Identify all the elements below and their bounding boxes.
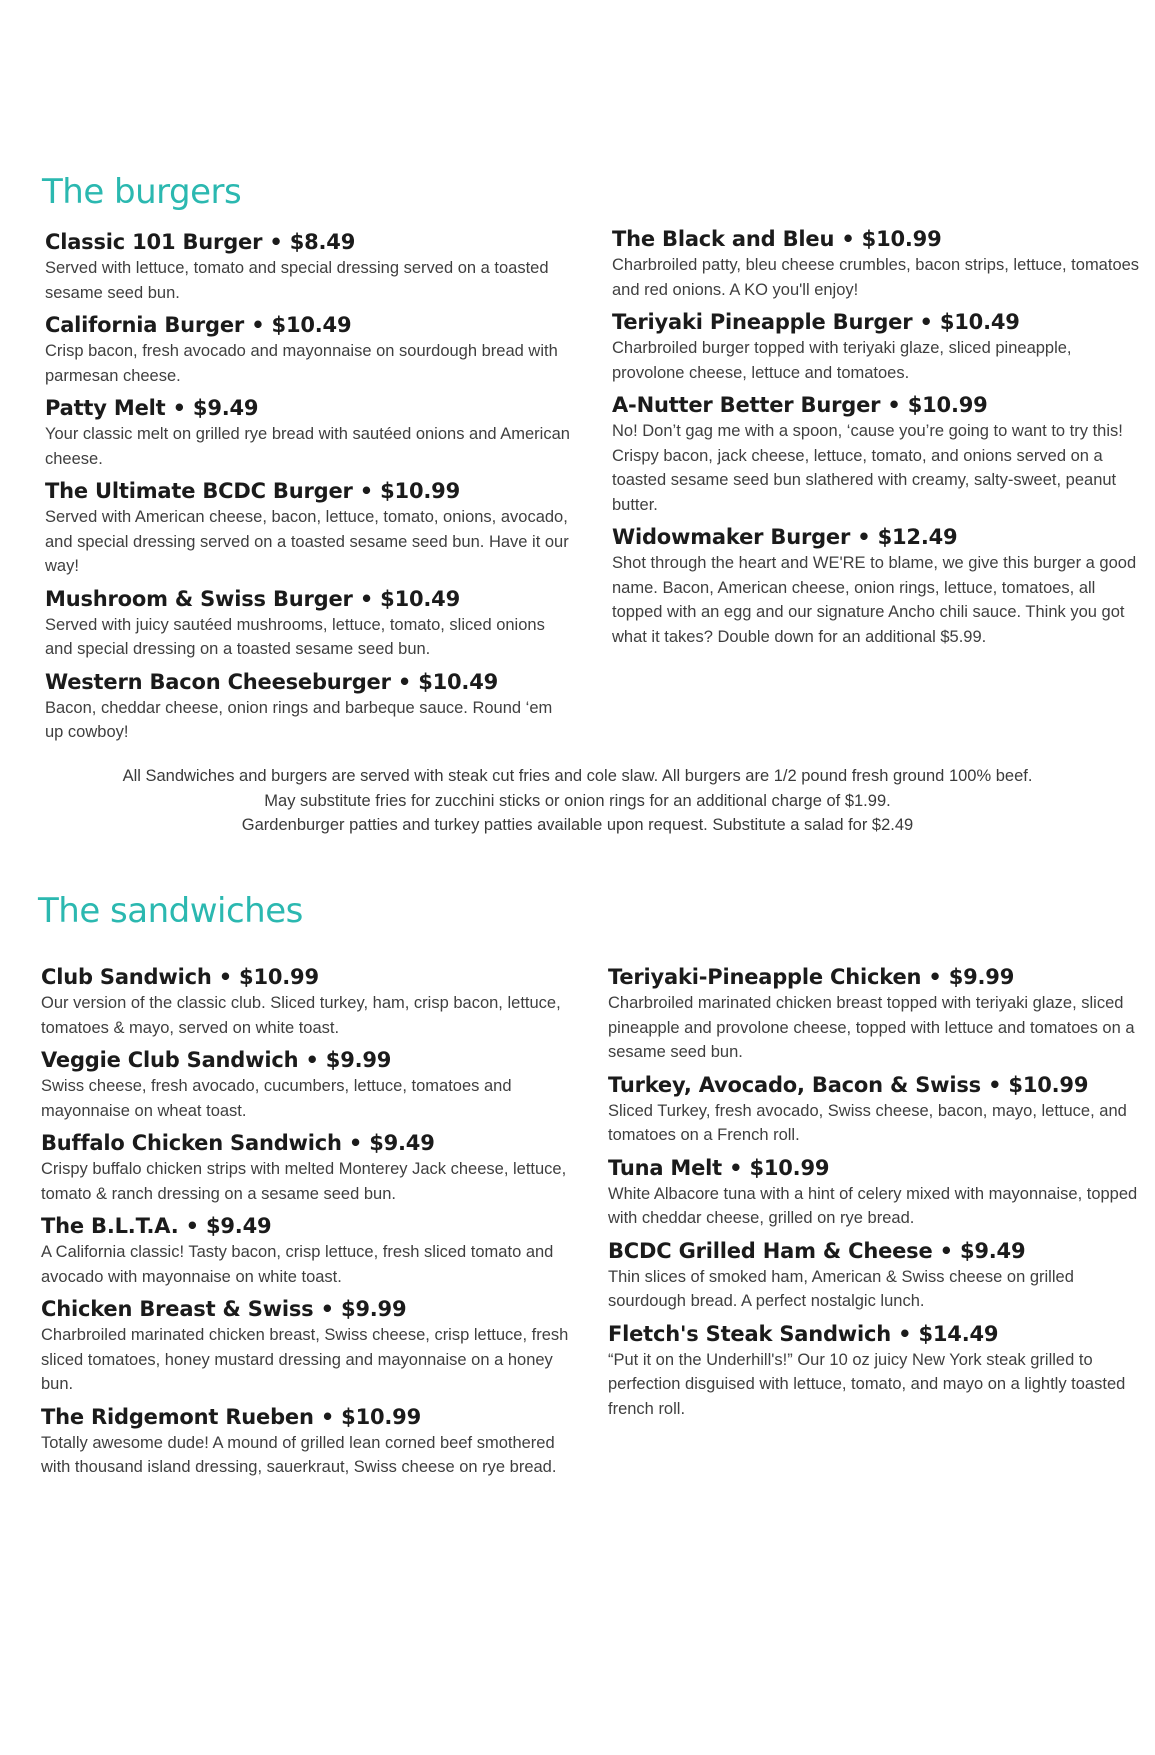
sides-note-line: Gardenburger patties and turkey patties available upon request. Substitute a salad for $2.49 [241, 816, 914, 834]
menu-item-name: The Black and Bleu [612, 227, 835, 251]
menu-item [608, 1154, 1143, 1231]
sides-note-line: All Sandwiches and burgers are served with steak cut fries and cole slaw. All burgers are 1/2 pound fresh ground 100% beef. [122, 767, 1033, 785]
menu-item-price: $9.49 [192, 396, 259, 420]
menu-item [45, 311, 575, 388]
menu-item-heading: Club Sandwich • $10.99 [41, 965, 319, 989]
menu-item [608, 963, 1143, 1065]
menu-item-price: $10.49 [271, 313, 352, 337]
menu-item-description: Crispy buffalo chicken strips with melted Monterey Jack cheese, lettuce, tomato & ranch dressing on a sesame seed bun. [41, 1160, 567, 1203]
menu-item-price: $10.99 [341, 1404, 421, 1429]
burgers-left-column [45, 228, 575, 751]
menu-item-description: Our version of the classic club. Sliced turkey, ham, crisp bacon, lettuce, tomatoes & mayo, served on white toast. [41, 994, 561, 1037]
menu-item [45, 394, 575, 471]
menu-item-heading: The Ultimate BCDC Burger • $10.99 [45, 479, 460, 503]
menu-item-name: Western Bacon Cheeseburger [45, 669, 391, 694]
menu-item-price: $8.49 [289, 230, 356, 254]
menu-item-heading: BCDC Grilled Ham & Cheese • $9.49 [608, 1238, 1026, 1263]
menu-item-price: $10.99 [861, 227, 942, 251]
menu-item-heading: Turkey, Avocado, Bacon & Swiss • $10.99 [608, 1072, 1089, 1097]
menu-item [41, 1046, 586, 1123]
menu-item [41, 963, 586, 1040]
menu-item-name: Chicken Breast & Swiss [41, 1297, 314, 1321]
menu-item-description: “Put it on the Underhill's!” Our 10 oz juicy New York steak grilled to perfection disguised with lettuce, tomato, and mayo on a lightly toasted french roll. [608, 1350, 1126, 1418]
menu-item [608, 1237, 1143, 1314]
sandwiches-right-column [608, 963, 1143, 1427]
burgers-title: The burgers [42, 172, 242, 212]
menu-item-heading: California Burger • $10.49 [45, 313, 352, 337]
menu-item-description: Charbroiled burger topped with teriyaki glaze, sliced pineapple, provolone cheese, lettuce and tomatoes. [612, 339, 1072, 382]
menu-item-heading: Chicken Breast & Swiss • $9.99 [41, 1297, 407, 1321]
menu-item-heading: Mushroom & Swiss Burger • $10.49 [45, 586, 461, 611]
menu-item-price: $9.49 [959, 1238, 1026, 1263]
menu-item-name: Patty Melt [45, 396, 166, 420]
menu-item-heading: The Ridgemont Rueben • $10.99 [41, 1404, 421, 1429]
menu-item-heading: Widowmaker Burger • $12.49 [612, 525, 958, 549]
menu-item-heading: Patty Melt • $9.49 [45, 396, 259, 420]
sides-note [40, 764, 1115, 838]
menu-item-heading: Teriyaki-Pineapple Chicken • $9.99 [608, 965, 1015, 989]
menu-item-heading: Buffalo Chicken Sandwich • $9.49 [41, 1131, 435, 1155]
menu-item-price: $10.99 [239, 965, 319, 989]
menu-item-name: Teriyaki Pineapple Burger [612, 310, 913, 334]
menu-item-description: Charbroiled patty, bleu cheese crumbles, bacon strips, lettuce, tomatoes and red onions. A KO you'll enjoy! [612, 256, 1140, 299]
menu-item [41, 1129, 586, 1206]
sandwiches-left-column [41, 963, 586, 1486]
sides-note-line: May substitute fries for zucchini sticks or onion rings for an additional charge of $1.99. [264, 791, 891, 810]
menu-item-name: The B.L.T.A. [41, 1214, 179, 1238]
menu-item-description: Charbroiled marinated chicken breast, Swiss cheese, crisp lettuce, fresh sliced tomatoes, honey mustard dressing and mayonnaise on a honey bun. [41, 1326, 569, 1393]
menu-item-name: The Ultimate BCDC Burger [45, 479, 353, 503]
menu-item-heading: Teriyaki Pineapple Burger • $10.49 [612, 310, 1020, 334]
menu-item-description: A California classic! Tasty bacon, crisp lettuce, fresh sliced tomato and avocado with mayonnaise on white toast. [41, 1243, 554, 1286]
menu-item-description: Served with juicy sautéed mushrooms, lettuce, tomato, sliced onions and special dressing on a toasted sesame seed bun. [45, 615, 545, 658]
menu-item-heading: Classic 101 Burger • $8.49 [45, 230, 356, 254]
menu-item-name: Fletch's Steak Sandwich [608, 1321, 891, 1346]
menu-item-name: Teriyaki-Pineapple Chicken [608, 965, 922, 989]
menu-item [41, 1212, 586, 1289]
menu-item-price: $9.49 [205, 1214, 272, 1238]
menu-item-price: $10.99 [1008, 1072, 1089, 1097]
menu-item-price: $9.49 [369, 1131, 435, 1155]
menu-item-price: $9.99 [325, 1048, 392, 1072]
menu-item [608, 1071, 1143, 1148]
menu-item-description: White Albacore tuna with a hint of celery mixed with mayonnaise, topped with cheddar cheese, grilled on rye bread. [608, 1184, 1138, 1227]
menu-item-name: A-Nutter Better Burger [612, 393, 881, 417]
sandwiches-title: The sandwiches [38, 891, 303, 931]
menu-item-price: $14.49 [918, 1321, 999, 1346]
menu-item [608, 1320, 1143, 1422]
menu-item-description: No! Don’t gag me with a spoon, ‘cause you’re going to want to try this! Crispy bacon, jack cheese, lettuce, tomato, and onions served on a toasted sesame seed bun slathered with creamy, salty-sweet, peanut butter. [612, 422, 1123, 514]
menu-item-description: Sliced Turkey, fresh avocado, Swiss cheese, bacon, mayo, lettuce, and tomatoes on a French roll. [608, 1101, 1127, 1144]
menu-item [45, 228, 575, 305]
menu-item [41, 1403, 586, 1480]
menu-item-name: Tuna Melt [608, 1155, 722, 1180]
menu-item-name: Club Sandwich [41, 965, 212, 989]
menu-item-description: Served with American cheese, bacon, lettuce, tomato, onions, avocado, and special dressing served on a toasted sesame seed bun. Have it our way! [45, 508, 569, 575]
menu-item [612, 225, 1142, 302]
menu-item-description: Thin slices of smoked ham, American & Swiss cheese on grilled sourdough bread. A perfect nostalgic lunch. [608, 1267, 1074, 1310]
burgers-right-column [612, 225, 1142, 655]
menu-item-name: Turkey, Avocado, Bacon & Swiss [608, 1072, 981, 1097]
menu-item-name: Widowmaker Burger [612, 525, 851, 549]
menu-item [612, 308, 1142, 385]
menu-item-price: $10.99 [749, 1155, 830, 1180]
menu-item-name: Buffalo Chicken Sandwich [41, 1131, 342, 1155]
menu-item-heading: Western Bacon Cheeseburger • $10.49 [45, 669, 499, 694]
menu-item [45, 668, 575, 745]
menu-item-name: Classic 101 Burger [45, 230, 263, 254]
menu-item [41, 1295, 586, 1397]
menu-item-price: $10.49 [418, 669, 499, 694]
menu-item-heading: The Black and Bleu • $10.99 [612, 227, 942, 251]
menu-item-name: Mushroom & Swiss Burger [45, 586, 353, 611]
menu-item-heading: Veggie Club Sandwich • $9.99 [41, 1048, 392, 1072]
menu-item-heading: A-Nutter Better Burger • $10.99 [612, 393, 988, 417]
menu-item-description: Charbroiled marinated chicken breast topped with teriyaki glaze, sliced pineapple and provolone cheese, topped with lettuce and tomatoes on a sesame seed bun. [608, 994, 1135, 1061]
menu-item-description: Totally awesome dude! A mound of grilled lean corned beef smothered with thousand island dressing, sauerkraut, Swiss cheese on rye bread. [41, 1433, 557, 1476]
menu-item-price: $12.49 [877, 525, 958, 549]
menu-item-description: Your classic melt on grilled rye bread with sautéed onions and American cheese. [45, 425, 570, 468]
menu-item-price: $9.99 [948, 965, 1015, 989]
menu-item-description: Bacon, cheddar cheese, onion rings and barbeque sauce. Round ‘em up cowboy! [45, 698, 553, 741]
menu-item-name: The Ridgemont Rueben [41, 1404, 314, 1429]
menu-item-price: $10.49 [380, 586, 461, 611]
menu-item-description: Shot through the heart and WE'RE to blame, we give this burger a good name. Bacon, American cheese, onion rings, lettuce, tomatoes, all topped with an egg and our signature Ancho chili sauce. Think you got what it takes? Double down for an additional $5.99. [612, 554, 1137, 646]
menu-item-price: $10.99 [907, 393, 988, 417]
menu-item-heading: The B.L.T.A. • $9.49 [41, 1214, 272, 1238]
menu-item [45, 477, 575, 579]
menu-item [612, 523, 1142, 649]
menu-item-name: BCDC Grilled Ham & Cheese [608, 1238, 933, 1263]
menu-item-name: California Burger [45, 313, 245, 337]
menu-item-price: $10.99 [380, 479, 460, 503]
menu-item-description: Swiss cheese, fresh avocado, cucumbers, lettuce, tomatoes and mayonnaise on wheat toast. [41, 1077, 512, 1120]
menu-item-name: Veggie Club Sandwich [41, 1048, 299, 1072]
menu-item-price: $10.49 [939, 310, 1020, 334]
menu-item [612, 391, 1142, 517]
menu-item-description: Crisp bacon, fresh avocado and mayonnaise on sourdough bread with parmesan cheese. [45, 342, 558, 385]
menu-item [45, 585, 575, 662]
menu-item-heading: Tuna Melt • $10.99 [608, 1155, 830, 1180]
menu-item-price: $9.99 [340, 1297, 407, 1321]
menu-item-description: Served with lettuce, tomato and special dressing served on a toasted sesame seed bun. [45, 259, 549, 302]
menu-item-heading: Fletch's Steak Sandwich • $14.49 [608, 1321, 999, 1346]
